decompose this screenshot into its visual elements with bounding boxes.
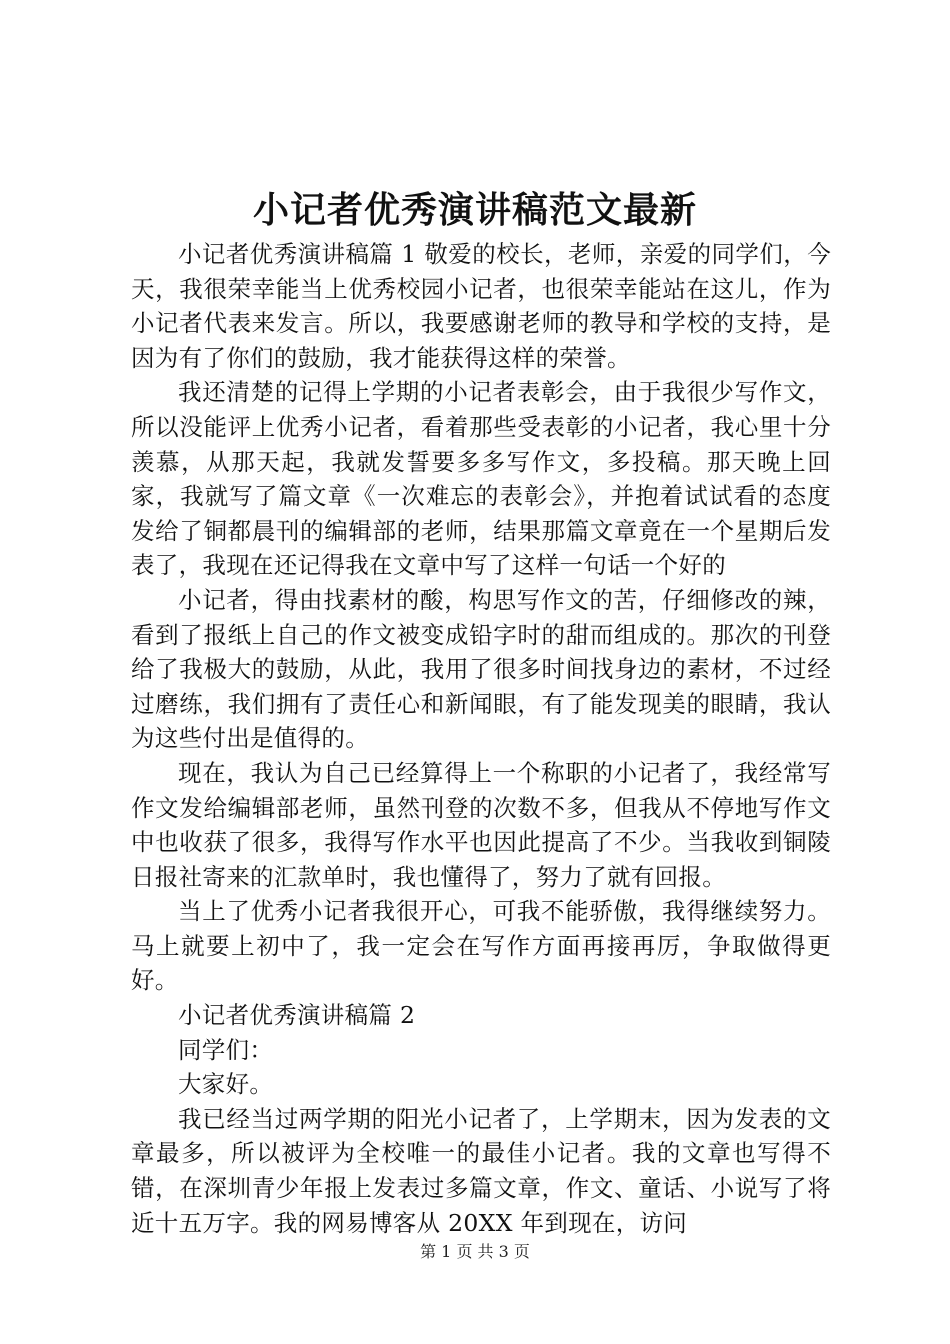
salutation: 同学们： — [178, 1035, 274, 1064]
paragraph: 我已经当过两学期的阳光小记者了，上学期末，因为发表的文章最多，所以被评为全校唯一的最佳小记者。我的文章也写得不错，在深圳青少年报上发表过多篇文章，作文、童话、小说写了将近十五万字。我的网易博客从 20XX 年到现在，访问 — [131, 1104, 831, 1237]
page-footer: 第 1 页 共 3 页 — [420, 1242, 530, 1261]
document-body — [131, 237, 831, 1240]
paragraph: 我还清楚的记得上学期的小记者表彰会，由于我很少写作文，所以没能评上优秀小记者，看着那些受表彰的小记者，我心里十分羡慕，从那天起，我就发誓要多多写作文，多投稿。那天晚上回家，我就写了篇文章《一次难忘的表彰会》，并抱着试试看的态度发给了铜都晨刊的编辑部的老师，结果那篇文章竟在一个星期后发表了，我现在还记得我在文章中写了这样一句话一个好的 — [131, 378, 831, 580]
paragraph: 小记者优秀演讲稿篇 1 敬爱的校长，老师，亲爱的同学们，今天，我很荣幸能当上优秀校园小记者，也很荣幸能站在这儿，作为小记者代表来发言。所以，我要感谢老师的教导和学校的支持，是因为有了你们的鼓励，我才能获得这样的荣誉。 — [131, 240, 831, 372]
paragraph: 现在，我认为自己已经算得上一个称职的小记者了，我经常写作文发给编辑部老师，虽然刊登的次数不多，但我从不停地写作文中也收获了很多，我得写作水平也因此提高了不少。当我收到铜陵日报社寄来的汇款单时，我也懂得了，努力了就有回报。 — [131, 758, 831, 891]
paragraph: 当上了优秀小记者我很开心，可我不能骄傲，我得继续努力。马上就要上初中了，我一定会在写作方面再接再厉，争取做得更好。 — [131, 897, 831, 995]
section-heading: 小记者优秀演讲稿篇 2 — [178, 1001, 416, 1030]
greeting: 大家好。 — [178, 1070, 274, 1099]
paragraph: 小记者，得由找素材的酸，构思写作文的苦，仔细修改的辣，看到了报纸上自己的作文被变成铅字时的甜而组成的。那次的刊登给了我极大的鼓励，从此，我用了很多时间找身边的素材，不过经过磨练，我们拥有了责任心和新闻眼，有了能发现美的眼睛，我认为这些付出是值得的。 — [131, 585, 831, 753]
document-title: 小记者优秀演讲稿范文最新 — [252, 189, 697, 231]
